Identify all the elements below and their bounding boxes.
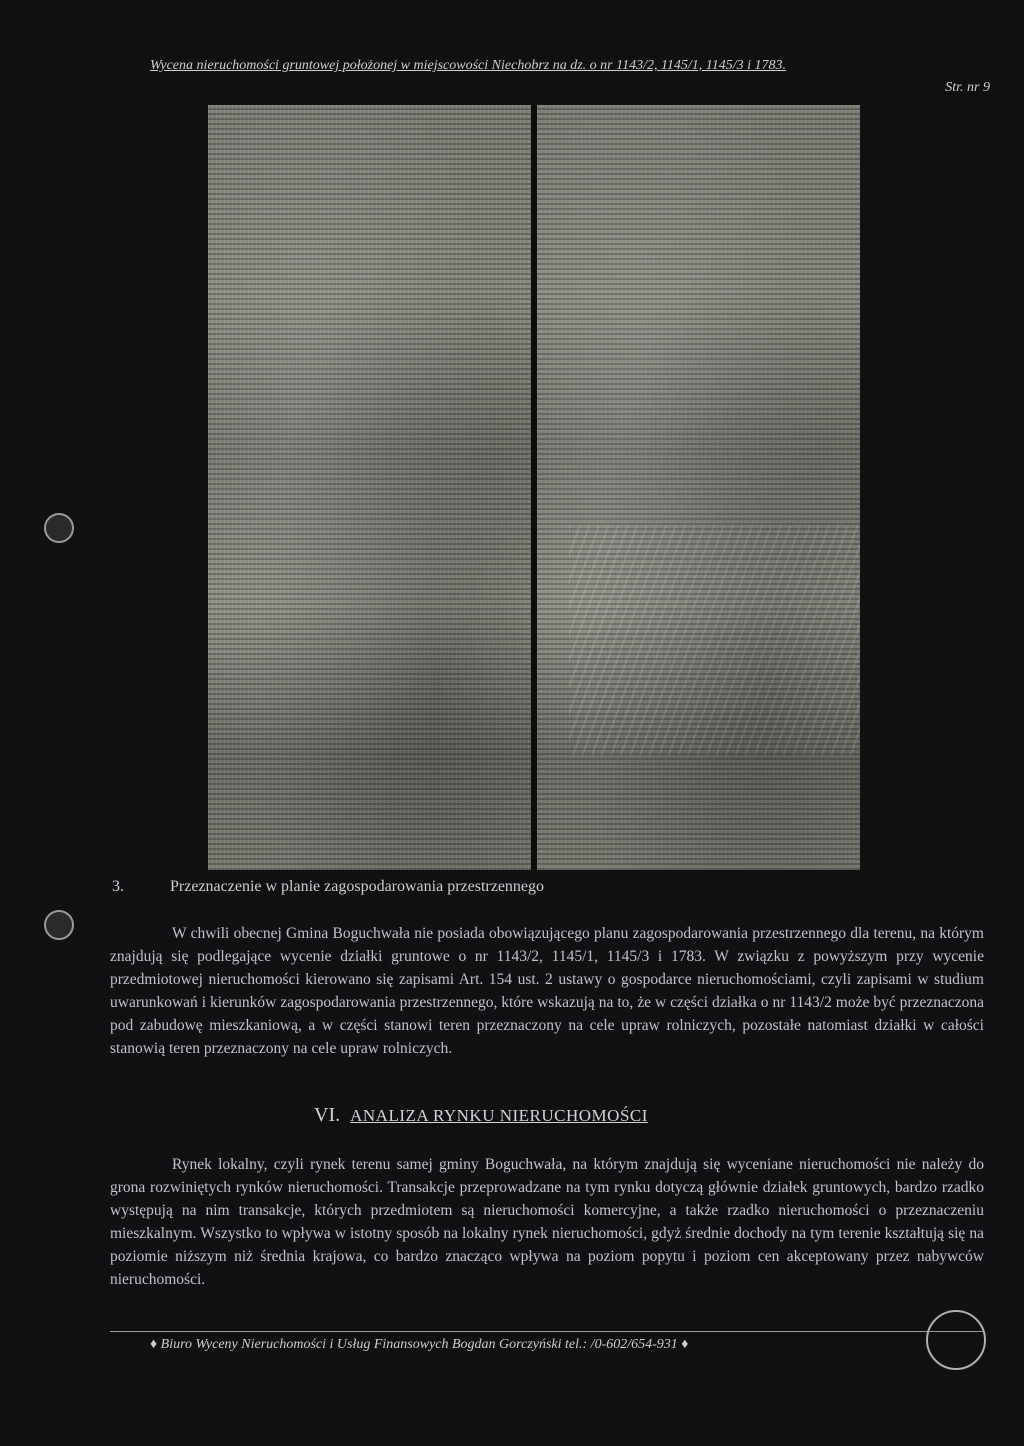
appraiser-stamp: [926, 1310, 986, 1370]
field-photos: [208, 105, 860, 870]
chapter-title: ANALIZA RYNKU NIERUCHOMOŚCI: [350, 1106, 648, 1125]
market-analysis-paragraph: Rynek lokalny, czyli rynek terenu samej gminy Boguchwała, na którym znajdują się wyceniane nieruchomości nie należy do grona rozwiniętych rynków nieruchomości. Transakcje przeprowadzane na tym rynku dotyczą głównie działek gruntowych, bardzo rzadko występują na nim transakcje, których przedmiotem są nieruchomości komercyjne, a także rzadko nieruchomości o przeznaczeniu mieszkalnym. Wszystko to wpływa w istotny sposób na lokalny rynek nieruchomości, gdyż średnie dochody na tym terenie kształtują się na poziomie niższym niż średnia krajowa, co bardzo znacząco wpływa na poziom popytu i poziom cen akceptowany przez nabywców nieruchomości.: [110, 1156, 984, 1288]
field-photo-right: [537, 105, 860, 870]
chapter-number: VI.: [314, 1104, 341, 1126]
zoning-paragraph: W chwili obecnej Gmina Boguchwała nie posiada obowiązującego planu zagospodarowania przestrzennego dla terenu, na którym znajdują się podlegające wycenie działki gruntowe o nr 1143/2, 1145/1, 1145/3 i 1783. W związku z powyższym przy wycenie przedmiotowej nieruchomości kierowano się zapisami Art. 154 ust. 2 ustawy o gospodarce nieruchomościami, czyli zapisami w studium uwarunkowań i kierunków zagospodarowania przestrzennego, które wskazują na to, że w części działka o nr 1143/2 może być przeznaczona pod zabudowę mieszkaniową, a w części stanowi teren przeznaczony na cele upraw rolniczych, pozostałe natomiast działki w całości stanowią teren przeznaczony na cele upraw rolniczych.: [110, 925, 984, 1057]
chapter-heading: [314, 1104, 648, 1127]
page-number: Str. nr 9: [945, 80, 990, 95]
field-photo-left: [208, 105, 531, 870]
footer-divider: [110, 1331, 984, 1332]
footer-text: ♦ Biuro Wyceny Nieruchomości i Usług Finansowych Bogdan Gorczyński tel.: /0-602/654-931 ♦: [150, 1337, 689, 1352]
binder-hole-icon: [44, 513, 74, 543]
section-heading: [112, 878, 544, 896]
header-title: Wycena nieruchomości gruntowej położonej w miejscowości Niechobrz na dz. o nr 1143/2, 1145/1, 1145/3 i 1783.: [150, 58, 787, 73]
section-number: 3.: [112, 878, 124, 895]
section-title: Przeznaczenie w planie zagospodarowania przestrzennego: [170, 878, 545, 895]
binder-hole-icon: [44, 910, 74, 940]
